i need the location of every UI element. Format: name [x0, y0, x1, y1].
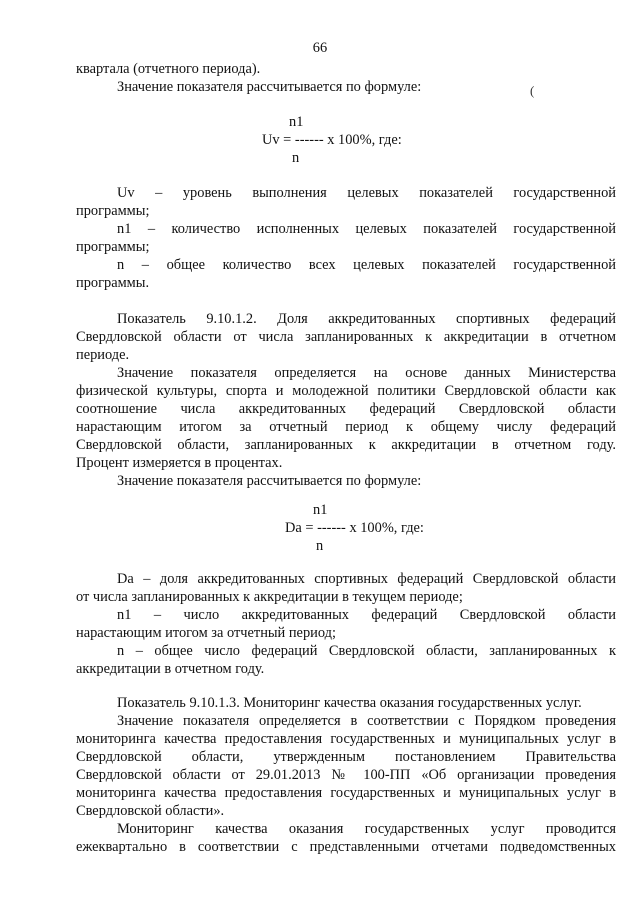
text-line: квартала (отчетного периода). — [76, 61, 261, 77]
text-line: физической культуры, спорта и молодежной политики Свердловской области как — [76, 383, 616, 399]
formula1-expression: Uv = ------ x 100%, где: — [262, 132, 402, 148]
text-line: n1 – число аккредитованных федераций Свердловской области — [117, 607, 616, 623]
formula2-denominator: n — [316, 538, 324, 554]
text-line: нарастающим итогом за отчетный период; — [76, 625, 336, 641]
page-number: 66 — [312, 40, 328, 56]
text-line: нарастающим итогом за отчетный период к общему числу федераций — [76, 419, 616, 435]
text-line: n – общее число федераций Свердловской области, запланированных к — [117, 643, 616, 659]
text-line: Da – доля аккредитованных спортивных федераций Свердловской области — [117, 571, 616, 587]
formula1-numerator: n1 — [289, 114, 304, 130]
margin-mark: ( — [530, 83, 535, 98]
text-line: от числа запланированных к аккредитации в текущем периоде; — [76, 589, 463, 605]
text-line: Показатель 9.10.1.2. Доля аккредитованных спортивных федераций — [117, 311, 616, 327]
text-line: Показатель 9.10.1.3. Мониторинг качества оказания государственных услуг. — [117, 695, 582, 711]
text-line: программы; — [76, 203, 150, 219]
text-line: Свердловской области от числа запланированных к аккредитации в отчетном — [76, 329, 616, 345]
text-line: Uv – уровень выполнения целевых показателей государственной — [117, 185, 616, 201]
text-line: аккредитации в отчетном году. — [76, 661, 265, 677]
text-line: Значение показателя рассчитывается по формуле: — [117, 473, 422, 489]
text-line: Процент измеряется в процентах. — [76, 455, 283, 471]
text-line: Свердловской области, утвержденным постановлением Правительства — [76, 749, 616, 765]
text-line: Свердловской области, запланированных к аккредитации в отчетном году. — [76, 437, 616, 453]
text-line: периоде. — [76, 347, 130, 363]
text-line: Значение показателя рассчитывается по формуле: — [117, 79, 422, 95]
formula2-expression: Da = ------ x 100%, где: — [285, 520, 424, 536]
text-line: n1 – количество исполненных целевых показателей государственной — [117, 221, 616, 237]
text-line: Свердловской области от 29.01.2013 № 100-ПП «Об организации проведения — [76, 767, 616, 783]
formula1-denominator: n — [292, 150, 300, 166]
formula2-numerator: n1 — [313, 502, 328, 518]
text-line: n – общее количество всех целевых показателей государственной — [117, 257, 616, 273]
text-line: ежеквартально в соответствии с представленными отчетами подведомственных — [76, 839, 616, 855]
text-line: Свердловской области». — [76, 803, 225, 819]
text-line: мониторинга качества предоставления государственных и муниципальных услуг в — [76, 731, 616, 747]
text-line: мониторинга качества предоставления государственных и муниципальных услуг в — [76, 785, 616, 801]
text-line: Значение показателя определяется в соответствии с Порядком проведения — [117, 713, 616, 729]
text-line: программы. — [76, 275, 150, 291]
text-line: Мониторинг качества оказания государственных услуг проводится — [117, 821, 616, 837]
text-line: программы; — [76, 239, 150, 255]
text-line: Значение показателя определяется на основе данных Министерства — [117, 365, 616, 381]
text-line: соотношение числа аккредитованных федераций Свердловской области — [76, 401, 616, 417]
